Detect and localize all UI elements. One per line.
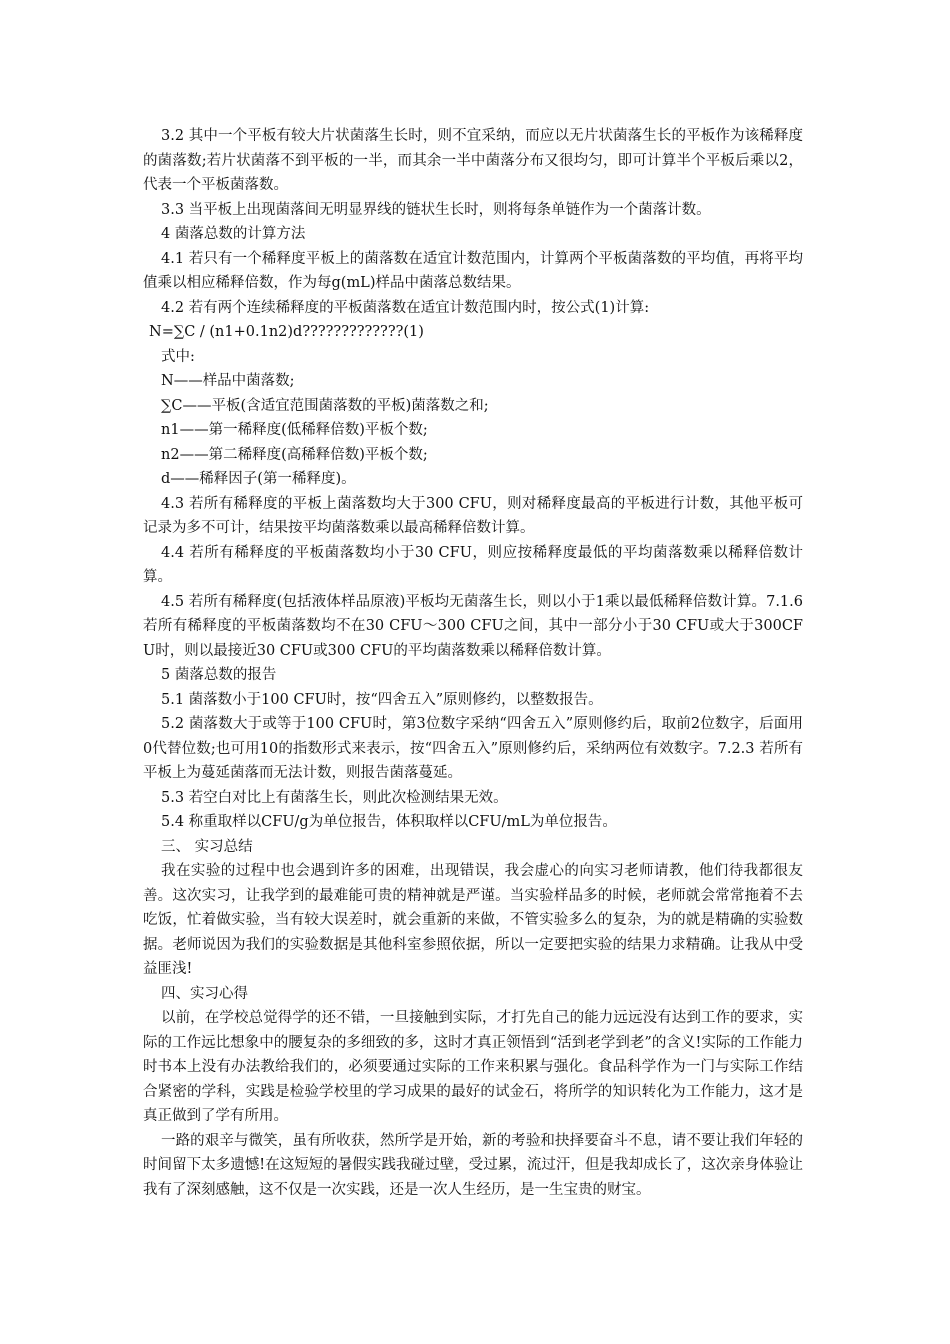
section-heading-4: 4 菌落总数的计算方法 [161, 226, 306, 242]
paragraph-4-2: 4.2 若有两个连续稀释度的平板菌落数在适宜计数范围内时，按公式(1)计算: [161, 299, 650, 316]
paragraph-4-3: 4.3 若所有稀释度的平板上菌落数均大于300 CFU，则对稀释度最高的平板进行计数，其他平板可记录为多不可计，结果按平均菌落数乘以最高稀释倍数计算。 [143, 495, 803, 536]
paragraph-3-3: 3.3 当平板上出现菌落间无明显界线的链状生长时，则将每条单链作为一个菌落计数。 [161, 201, 711, 218]
paragraph-4-1: 4.1 若只有一个稀释度平板上的菌落数在适宜计数范围内，计算两个平板菌落数的平均值，再将平均值乘以相应稀释倍数，作为每g(mL)样品中菌落总数结果。 [143, 250, 803, 291]
formula-where-label: 式中: [161, 348, 195, 365]
paragraph-reflection-1: 以前，在学校总觉得学的还不错，一旦接触到实际，才打先自己的能力远远没有达到工作的要求，实际的工作远比想象中的腰复杂的多细致的多，这时才真正领悟到“活到老学到老”的含义!实际的工作能力时书本上没有办法教给我们的，必须要通过实际的工作来积累与强化。食品科学作为一门与实际工作结合紧密的学科，实践是检验学校里的学习成果的最好的试金石，将所学的知识转化为工作能力，这才是真正做到了学有所用。 [143, 1010, 803, 1124]
formula-def-sum-c: ∑C——平板(含适宜范围菌落数的平板)菌落数之和; [161, 397, 489, 414]
document-body [143, 124, 803, 1202]
paragraph-4-5: 4.5 若所有稀释度(包括液体样品原液)平板均无菌落生长，则以小于1乘以最低稀释倍数计算。7.1.6 若所有稀释度的平板菌落数均不在30 CFU～300 CFU之间，其中一部分小于30 CFU或大于300CFU时，则以最接近30 CFU或300 CFU的平均菌落数乘以稀释倍数计算。 [143, 593, 803, 659]
paragraph-4-4: 4.4 若所有稀释度的平板菌落数均小于30 CFU，则应按稀释度最低的平均菌落数乘以稀释倍数计算。 [143, 544, 803, 585]
formula-def-d: d——稀释因子(第一稀释度)。 [161, 471, 356, 487]
section-heading-internship-summary: 三、 实习总结 [161, 838, 253, 855]
formula-def-n2: n2——第二稀释度(高稀释倍数)平板个数; [161, 446, 428, 463]
section-heading-5: 5 菌落总数的报告 [161, 667, 277, 683]
formula-line: N=∑C / (n1+0.1n2)d?????????????(1) [149, 324, 424, 340]
formula-def-n1: n1——第一稀释度(低稀释倍数)平板个数; [161, 422, 428, 438]
formula-def-n: N——样品中菌落数; [161, 373, 295, 389]
paragraph-internship-summary: 我在实验的过程中也会遇到许多的困难，出现错误，我会虚心的向实习老师请教，他们待我都很友善。这次实习，让我学到的最难能可贵的精神就是严谨。当实验样品多的时候，老师就会常常拖着不去吃饭，忙着做实验，当有较大误差时，就会重新的来做，不管实验多么的复杂，为的就是精确的实验数据。老师说因为我们的实验数据是其他科室参照依据，所以一定要把实验的结果力求精确。让我从中受益匪浅! [143, 863, 803, 977]
paragraph-5-2: 5.2 菌落数大于或等于100 CFU时，第3位数字采纳“四舍五入”原则修约后，取前2位数字，后面用0代替位数;也可用10的指数形式来表示，按“四舍五入”原则修约后，采纳两位有效数字。7.2.3 若所有平板上为蔓延菌落而无法计数，则报告菌落蔓延。 [143, 716, 803, 781]
paragraph-5-1: 5.1 菌落数小于100 CFU时，按“四舍五入”原则修约，以整数报告。 [161, 691, 603, 708]
paragraph-5-3: 5.3 若空白对比上有菌落生长，则此次检测结果无效。 [161, 789, 508, 806]
paragraph-3-2: 3.2 其中一个平板有较大片状菌落生长时，则不宜采纳，而应以无片状菌落生长的平板作为该稀释度的菌落数;若片状菌落不到平板的一半，而其余一半中菌落分布又很均匀，即可计算半个平板后乘以2，代表一个平板菌落数。 [143, 128, 803, 193]
section-heading-internship-reflection: 四、实习心得 [161, 985, 248, 1002]
paragraph-5-4: 5.4 称重取样以CFU/g为单位报告，体积取样以CFU/mL为单位报告。 [161, 814, 617, 830]
paragraph-reflection-2: 一路的艰辛与微笑，虽有所收获，然所学是开始，新的考验和抉择要奋斗不息，请不要让我们年轻的时间留下太多遗憾!在这短短的暑假实践我碰过壁，受过累，流过汗，但是我却成长了，这次亲身体验让我有了深刻感触，这不仅是一次实践，还是一次人生经历，是一生宝贵的财宝。 [143, 1132, 803, 1198]
